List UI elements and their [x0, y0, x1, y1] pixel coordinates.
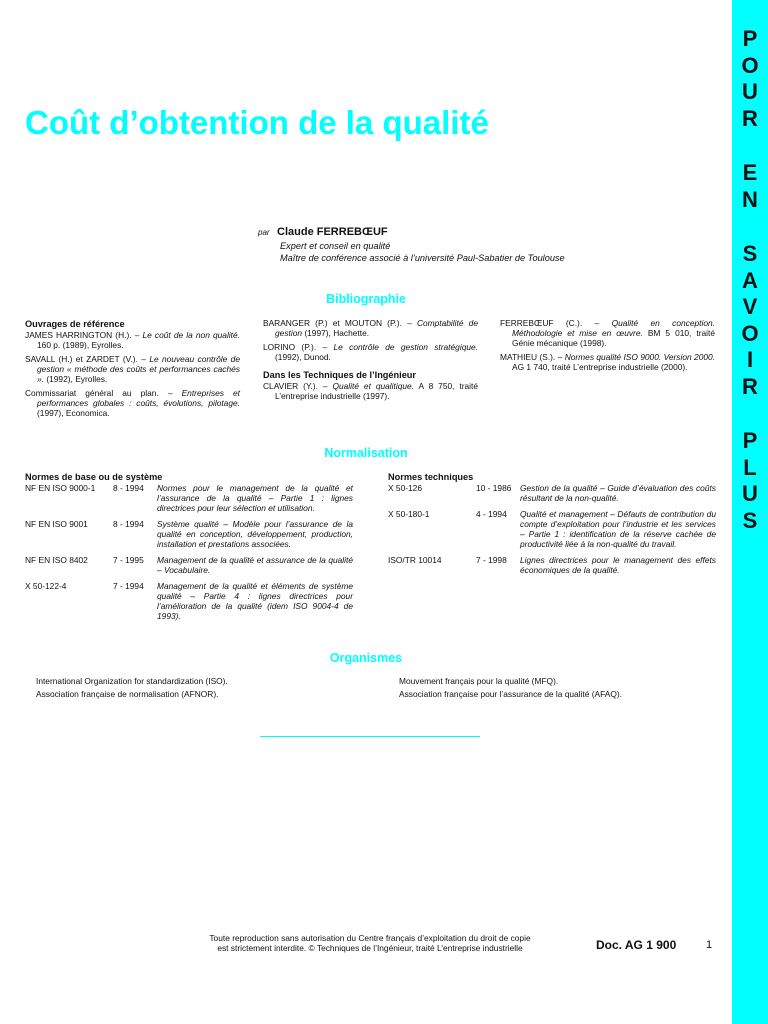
standard-date: 8 - 1994 — [113, 483, 144, 493]
sidebar-letter: R — [742, 105, 758, 131]
standard-code: NF EN ISO 8402 — [25, 555, 88, 565]
bibliography-entry: FERREBŒUF (C.). – Qualité en conception. Méthodologie et mise en œuvre. BM 5 010, traité Génie mécanique (1998). — [500, 318, 715, 348]
bibliography-subheading: Dans les Techniques de l’Ingénieur — [263, 370, 416, 380]
standard-date: 10 - 1986 — [476, 483, 512, 493]
bibliography-heading: Bibliographie — [326, 292, 406, 306]
organisme-item: Mouvement français pour la qualité (MFQ). — [399, 676, 559, 686]
sidebar-word-savoir — [732, 241, 768, 400]
bibliography-column-3 — [500, 318, 715, 376]
technical-standards-column — [388, 472, 716, 581]
organisme-item: Association française de normalisation (AFNOR). — [36, 689, 219, 699]
sidebar-letter: P — [742, 428, 758, 453]
standard-title: Gestion de la qualité – Guide d’évaluation des coûts résultant de la non-qualité. — [520, 483, 716, 503]
bibliography-entry: MATHIEU (S.). – Normes qualité ISO 9000. Version 2000. AG 1 740, traité L’entreprise industrielle (2000). — [500, 352, 715, 372]
bibliography-entry: JAMES HARRINGTON (H.). – Le coût de la non qualité. 160 p. (1989), Eyrolles. — [25, 330, 240, 350]
sidebar-letter: P — [742, 26, 758, 51]
organisme-item: Association française pour l’assurance de la qualité (AFAQ). — [399, 689, 622, 699]
standard-code: X 50-180-1 — [388, 509, 430, 519]
standard-code: X 50-122-4 — [25, 581, 67, 591]
normalisation-heading: Normalisation — [324, 446, 408, 460]
author-name: Claude FERREBŒUF — [277, 226, 388, 238]
bibliography-column-2 — [263, 318, 478, 405]
copyright-line: Toute reproduction sans autorisation du Centre français d’exploitation du droit de copie — [209, 933, 531, 943]
standard-code: NF EN ISO 9000-1 — [25, 483, 96, 493]
bibliography-column-1 — [25, 319, 240, 422]
standard-title: Management de la qualité et assurance de la qualité – Vocabulaire. — [157, 555, 353, 575]
ref-list — [25, 330, 240, 418]
sidebar-letter: L — [743, 454, 757, 480]
organismes-heading: Organismes — [329, 651, 403, 665]
standard-date: 8 - 1994 — [113, 519, 144, 529]
standard-title: Qualité et management – Défauts de contribution du compte d’exploitation pour l’industrie et les services – Partie 1 : identification de la réserve cachée de productivité liée à la non-qualité du travail. — [520, 509, 716, 549]
standard-row — [25, 519, 353, 549]
standard-date: 7 - 1994 — [113, 581, 144, 591]
ref-list — [263, 318, 478, 362]
standard-row — [25, 483, 353, 513]
standard-code: NF EN ISO 9001 — [25, 519, 88, 529]
standard-code: X 50-126 — [388, 483, 422, 493]
standard-row — [388, 509, 716, 549]
page-title: Coût d’obtention de la qualité — [25, 104, 489, 141]
standard-date: 7 - 1995 — [113, 555, 144, 565]
standard-row — [25, 581, 353, 621]
sidebar-letter: S — [742, 241, 758, 266]
standard-row — [25, 555, 353, 575]
author-block — [258, 222, 565, 264]
standard-code: ISO/TR 10014 — [388, 555, 442, 565]
sidebar-letter: U — [742, 481, 758, 506]
document-reference: Doc. AG 1 900 — [596, 938, 677, 952]
organismes-left — [36, 675, 228, 701]
standard-row — [388, 555, 716, 575]
author-role: Maître de conférence associé à l’université Paul-Sabatier de Toulouse — [280, 253, 565, 263]
organisme-item: International Organization for standardization (ISO). — [36, 676, 228, 686]
standard-title: Management de la qualité et éléments de système qualité – Partie 4 : lignes directrices pour l’amélioration de la qualité (idem ISO 9004-4 de 1993). — [157, 581, 353, 621]
author-par: par — [258, 228, 270, 237]
sidebar-letter: R — [742, 373, 758, 399]
bibliography-entry: CLAVIER (Y.). – Qualité et qualitique. A 8 750, traité L’entreprise industrielle (1997). — [263, 381, 479, 401]
sidebar-letter: O — [741, 52, 759, 78]
standard-title: Lignes directrices pour le management des effets économiques de la qualité. — [520, 555, 716, 575]
sidebar-letter: I — [746, 347, 754, 372]
bibliography-entry: LORINO (P.). – Le contrôle de gestion stratégique. (1992), Dunod. — [263, 342, 478, 362]
ref-list — [500, 318, 715, 372]
sidebar-letter: O — [741, 320, 759, 346]
bibliography-entry: SAVALL (H.) et ZARDET (V.). – Le nouveau contrôle de gestion « méthode des coûts et performances cachés ». (1992), Eyrolles. — [25, 354, 240, 384]
sidebar-letter: A — [742, 267, 758, 293]
standard-date: 7 - 1998 — [476, 555, 507, 565]
standards-list — [25, 483, 353, 621]
section-divider — [260, 736, 480, 737]
standard-title: Système qualité – Modèle pour l’assurance de la qualité en conception, développement, production, installation et prestations associées. — [157, 519, 353, 549]
sidebar-letter: E — [742, 160, 758, 185]
sidebar-letter: U — [742, 79, 758, 104]
ref-list — [263, 381, 478, 401]
standards-list — [388, 483, 716, 575]
bibliography-subheading: Ouvrages de référence — [25, 319, 125, 329]
sidebar-word-en — [732, 160, 768, 213]
copyright-notice — [170, 934, 570, 953]
standard-row — [388, 483, 716, 503]
base-standards-column — [25, 472, 353, 627]
sidebar-letter: V — [742, 294, 758, 319]
author-role: Expert et conseil en qualité — [280, 241, 391, 251]
bibliography-entry: BARANGER (P.) et MOUTON (P.). – Comptabilité de gestion (1997), Hachette. — [263, 318, 478, 338]
copyright-line: est strictement interdite. © Techniques de l’Ingénieur, traité L’entreprise industrielle — [217, 942, 523, 953]
technical-standards-subheading: Normes techniques — [388, 472, 474, 482]
sidebar-letter: S — [742, 507, 758, 533]
organismes-right — [399, 675, 622, 701]
bibliography-entry: Commissariat général au plan. – Entreprises et performances globales : coûts, évolutions, pilotage. (1997), Economica. — [25, 388, 240, 418]
sidebar-letter: N — [742, 186, 758, 212]
page-number: 1 — [706, 939, 713, 951]
standard-date: 4 - 1994 — [476, 509, 507, 519]
base-standards-subheading: Normes de base ou de système — [25, 472, 163, 482]
sidebar-word-pour — [732, 26, 768, 132]
sidebar-pour-en-savoir-plus — [732, 0, 768, 1024]
standard-title: Normes pour le management de la qualité et l’assurance de la qualité – Partie 1 : lignes directrices pour leur sélection et utilisation. — [157, 483, 353, 513]
sidebar-word-plus — [732, 428, 768, 534]
